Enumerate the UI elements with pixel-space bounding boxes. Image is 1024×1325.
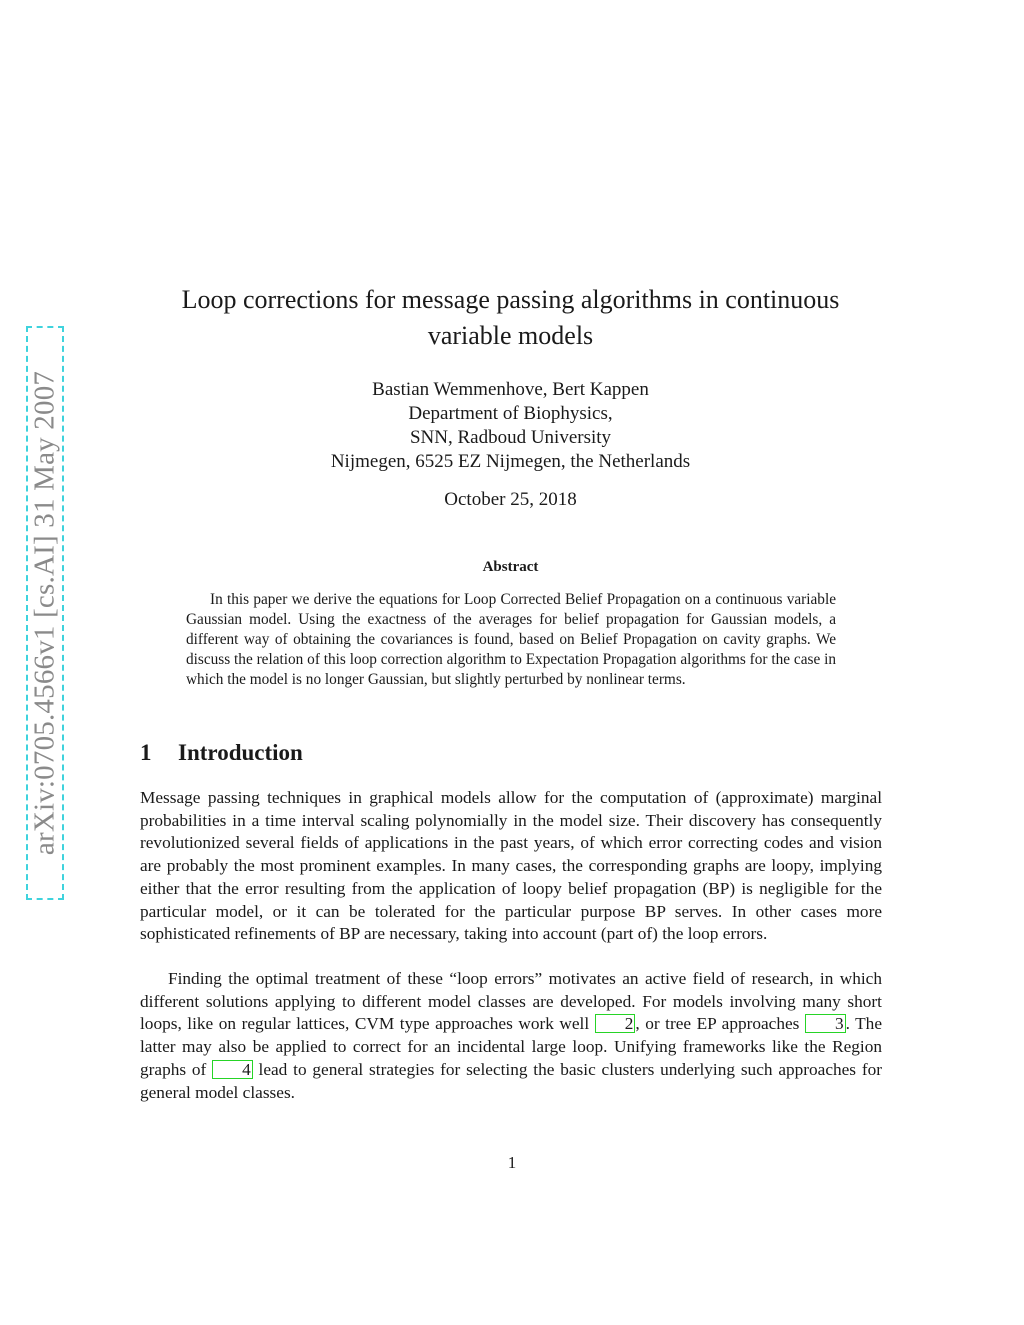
author-institution: SNN, Radboud University [409,427,612,448]
arxiv-identifier[interactable]: arXiv:0705.4566v1 [cs.AI] 31 May 2007 [28,370,61,856]
citation-link[interactable]: 3 [805,1014,846,1033]
section-heading [140,740,303,766]
paper-title: Loop corrections for message passing algorithms in continuous variable models [181,285,840,350]
section-title: Introduction [178,740,303,765]
author-block [140,378,881,474]
section-number: 1 [140,740,152,765]
paragraph-text: , or tree EP approaches [635,1014,805,1034]
abstract-heading: Abstract [482,559,539,575]
citation-link[interactable]: 2 [595,1014,636,1033]
author-address: Nijmegen, 6525 EZ Nijmegen, the Netherlands [330,451,691,472]
abstract-text: In this paper we derive the equations for Loop Corrected Belief Propagation on a continuous variable Gaussian model. Using the exactness of the averages for belief propagation for Gaussian models, a different way of obtaining the covariances is found, based on Belief Propagation on cavity graphs. We discuss the relation of this loop correction algorithm to Expectation Propagation algorithms for the case in which the model is no longer Gaussian, but slightly perturbed by nonlinear terms. [186,591,836,688]
paragraph-text: . The latter may also be applied to correct for an incidental large loop. Unifying frameworks like the Region graphs of [140,1014,882,1079]
paragraph-text: lead to general strategies for selecting the basic clusters underlying such approaches for general model classes. [140,1059,882,1102]
intro-paragraph-1: Message passing techniques in graphical models allow for the computation of (approximate) marginal probabilities in a time interval scaling polynomially in the model size. Their discovery has consequently revolutionized several fields of applications in the past years, of which error correcting codes and vision are probably the most prominent examples. In many cases, the corresponding graphs are loopy, implying either that the error resulting from the application of loopy belief propagation (BP) is negligible for the particular model, or it can be tolerated for the particular purpose BP serves. In other cases more sophisticated refinements of BP are necessary, taking into account (part of) the loop errors. [140,788,882,944]
paper-date: October 25, 2018 [444,489,577,510]
author-names: Bastian Wemmenhove, Bert Kappen [372,379,649,400]
paragraph-text: Finding the optimal treatment of these “loop errors” motivates an active field of research, in which different solutions applying to different model classes are developed. For models involving many short loops, like on regular lattices, CVM type approaches work well [140,969,882,1034]
page-number: 1 [507,1153,517,1172]
author-department: Department of Biophysics, [408,403,613,424]
arxiv-stamp[interactable] [26,326,64,900]
citation-link[interactable]: 4 [212,1060,253,1079]
intro-paragraph-2 [140,968,882,1104]
